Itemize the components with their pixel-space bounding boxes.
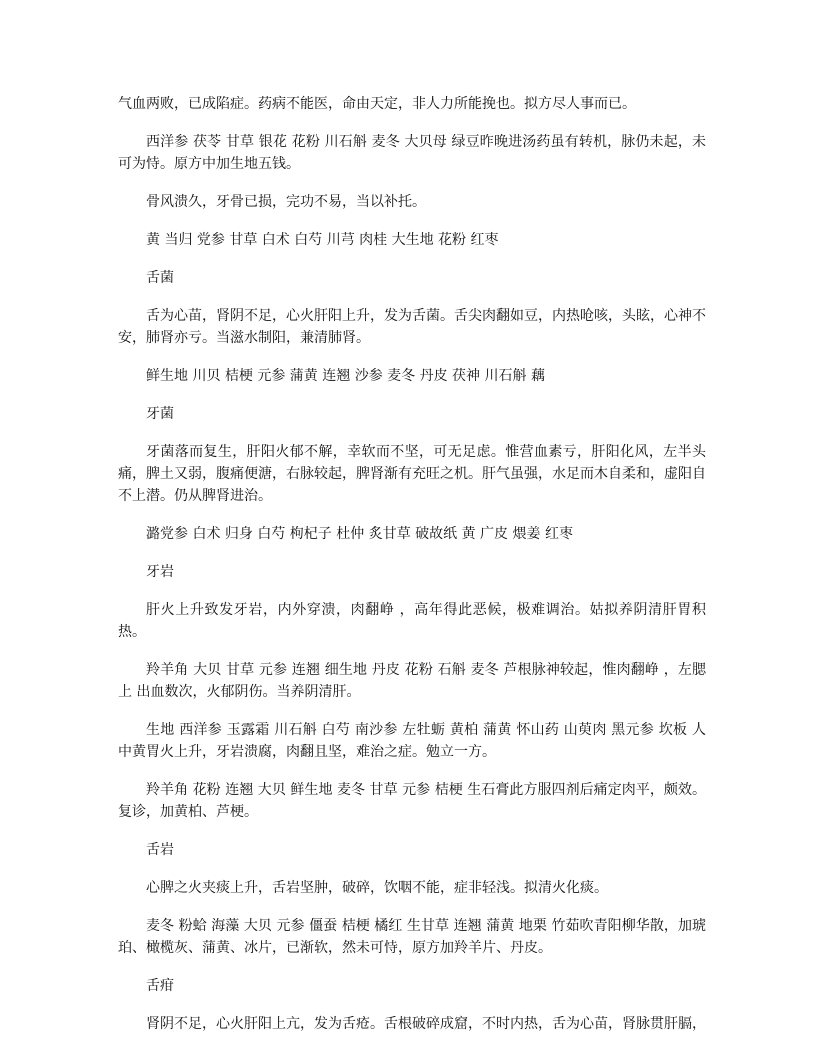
paragraph: 心脾之火夹痰上升，舌岩坚肿，破碎，饮咽不能，症非轻浅。拟清火化痰。 — [146, 880, 608, 896]
paragraph: 舌菌 — [146, 270, 174, 286]
paragraph: 肝火上升致发牙岩，内外穿溃，肉翻峥 ，高年得此恶候，极难调治。姑拟养阴清肝胃积热。 — [118, 602, 706, 640]
paragraph: 骨风溃久，牙骨已损，完功不易，当以补托。 — [146, 194, 426, 210]
document-page — [118, 93, 706, 1051]
paragraph: 气血两败，已成陷症。药病不能医，命由天定，非人力所能挽也。拟方尽人事而已。 — [118, 96, 636, 112]
paragraph: 肾阴不足，心火肝阳上亢，发为舌疮。舌根破碎成窟，不时内热，舌为心苗，肾脉贯肝膈， — [146, 1016, 706, 1032]
paragraph: 牙菌落而复生，肝阳火郁不解，幸软而不坚，可无足虑。惟营血素亏，肝阳化风，左半头痛，脾土又弱，腹痛便溏，右脉较起，脾肾渐有充旺之机。肝气虽强，水足而木自柔和，虚阳自不上潜。仍从脾肾进治。 — [118, 444, 706, 504]
paragraph: 麦冬 粉蛤 海藻 大贝 元参 僵蚕 桔梗 橘红 生甘草 连翘 蒲黄 地栗 竹茹吹青阳柳华散，加琥珀、橄榄灰、蒲黄、冰片，已渐软，然未可恃，原方加羚羊片、丹皮。 — [118, 918, 706, 956]
paragraph: 牙菌 — [146, 406, 174, 422]
paragraph: 羚羊角 大贝 甘草 元参 连翘 细生地 丹皮 花粉 石斛 麦冬 芦根脉神较起，惟肉翻峥 ，左腮上 出血数次，火郁阴伤。当养阴清肝。 — [118, 662, 706, 700]
paragraph: 潞党参 白术 归身 白芍 枸杞子 杜仲 炙甘草 破故纸 黄 广皮 煨姜 红枣 — [146, 526, 573, 542]
paragraph: 黄 当归 党参 甘草 白术 白芍 川芎 肉桂 大生地 花粉 红枣 — [146, 232, 499, 248]
paragraph: 舌疳 — [146, 978, 174, 994]
paragraph: 舌岩 — [146, 842, 174, 858]
paragraph: 西洋参 茯苓 甘草 银花 花粉 川石斛 麦冬 大贝母 绿豆昨晚进汤药虽有转机，脉仍未起，未可为恃。原方中加生地五钱。 — [118, 134, 706, 172]
paragraph: 鲜生地 川贝 桔梗 元参 蒲黄 连翘 沙参 麦冬 丹皮 茯神 川石斛 藕 — [146, 368, 545, 384]
paragraph: 生地 西洋参 玉露霜 川石斛 白芍 南沙参 左牡蛎 黄柏 蒲黄 怀山药 山萸肉 黑元参 坎板 人中黄胃火上升，牙岩溃腐，肉翻且坚，难治之症。勉立一方。 — [118, 722, 706, 760]
paragraph: 牙岩 — [146, 564, 174, 580]
paragraph: 舌为心苗，肾阴不足，心火肝阳上升，发为舌菌。舌尖肉翻如豆，内热呛咳，头眩，心神不安，肺肾亦亏。当滋水制阳，兼清肺肾。 — [118, 308, 706, 346]
paragraph: 羚羊角 花粉 连翘 大贝 鲜生地 麦冬 甘草 元参 桔梗 生石膏此方服四剂后痛定肉平，颇效。复诊，加黄柏、芦梗。 — [118, 782, 706, 820]
